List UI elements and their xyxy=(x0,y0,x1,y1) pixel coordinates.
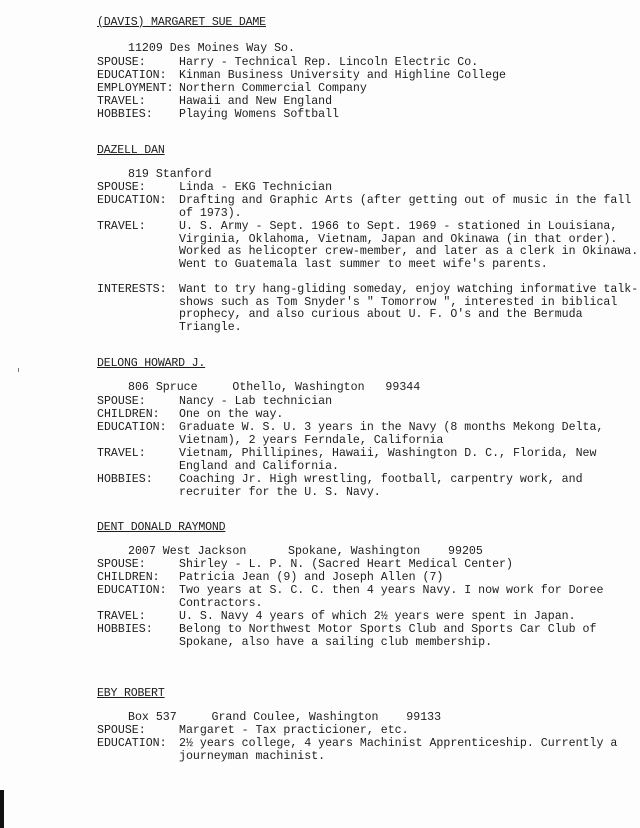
field-label: CHILDREN: xyxy=(97,571,160,584)
field-label: CHILDREN: xyxy=(97,408,160,421)
field-label: EDUCATION: xyxy=(97,194,167,207)
field-value: Vietnam, Phillipines, Hawaii, Washington D. C., Florida, New England and California. xyxy=(179,447,597,473)
field-value: One on the way. xyxy=(179,408,284,421)
field-label: SPOUSE: xyxy=(97,395,146,408)
entry-name: (DAVIS) MARGARET SUE DAME xyxy=(97,16,266,29)
entry-address: 806 Spruce Othello, Washington 99344 xyxy=(128,381,421,394)
field-value: Harry - Technical Rep. Lincoln Electric Co. xyxy=(179,56,479,69)
field-label: EDUCATION: xyxy=(97,584,167,597)
field-value: Graduate W. S. U. 3 years in the Navy (8 months Mekong Delta, Vietnam), 2 years Ferndale, California xyxy=(179,421,604,447)
field-value: Nancy - Lab technician xyxy=(179,395,333,408)
field-label: EDUCATION: xyxy=(97,69,167,82)
field-label: SPOUSE: xyxy=(97,56,146,69)
field-value: Northern Commercial Company xyxy=(179,82,367,95)
field-value: Hawaii and New England xyxy=(179,95,333,108)
field-value: Playing Womens Softball xyxy=(179,108,340,121)
scan-edge xyxy=(0,790,4,828)
field-label: TRAVEL: xyxy=(97,95,146,108)
field-value: Kinman Business University and Highline College xyxy=(179,69,506,82)
field-label: EMPLOYMENT: xyxy=(97,82,174,95)
field-value: Patricia Jean (9) and Joseph Allen (7) xyxy=(179,571,444,584)
entry-name: DAZELL DAN xyxy=(97,144,165,157)
field-value: Drafting and Graphic Arts (after getting out of music in the fall of 1973). xyxy=(179,194,632,220)
field-label: TRAVEL: xyxy=(97,220,146,233)
field-value: Linda - EKG Technician xyxy=(179,181,333,194)
field-value: Two years at S. C. C. then 4 years Navy. I now work for Doree Contractors. xyxy=(179,584,604,610)
field-label: SPOUSE: xyxy=(97,558,146,571)
field-value: U. S. Navy 4 years of which 2½ years were spent in Japan. xyxy=(179,610,576,623)
entry-address: 11209 Des Moines Way So. xyxy=(128,42,295,55)
entry-name: DENT DONALD RAYMOND xyxy=(97,521,226,534)
entry-name: EBY ROBERT xyxy=(97,687,165,700)
field-value: Belong to Northwest Motor Sports Club and Sports Car Club of Spokane, also have a sailing club membership. xyxy=(179,623,597,649)
field-label: HOBBIES: xyxy=(97,108,153,121)
field-label: SPOUSE: xyxy=(97,724,146,737)
field-label: SPOUSE: xyxy=(97,181,146,194)
field-label: HOBBIES: xyxy=(97,473,153,486)
field-value: Margaret - Tax practicioner, etc. xyxy=(179,724,409,737)
field-value: Shirley - L. P. N. (Sacred Heart Medical Center) xyxy=(179,558,513,571)
field-label: EDUCATION: xyxy=(97,421,167,434)
field-value: Coaching Jr. High wrestling, football, carpentry work, and recruiter for the U. S. Navy. xyxy=(179,473,583,499)
field-value: Want to try hang-gliding someday, enjoy watching informative talk-shows such as Tom Snyder's " Tomorrow ", interested in biblical prophecy, and also curious about U. F. O's and the Bermuda Triangle. xyxy=(179,283,639,334)
entry-address: 2007 West Jackson Spokane, Washington 99205 xyxy=(128,545,483,558)
field-value: U. S. Army - Sept. 1966 to Sept. 1969 - stationed in Louisiana, Virginia, Oklahoma, Vietnam, Japan and Okinawa (in that order). Worked as helicopter crew-member, and later as a clerk in Okinawa. Went to Guatemala last summer to meet wife's parents. xyxy=(179,220,639,271)
field-label: EDUCATION: xyxy=(97,737,167,750)
field-label: TRAVEL: xyxy=(97,610,146,623)
field-label: HOBBIES: xyxy=(97,623,153,636)
entry-address: Box 537 Grand Coulee, Washington 99133 xyxy=(128,711,442,724)
field-label: INTERESTS: xyxy=(97,283,167,296)
field-label: TRAVEL: xyxy=(97,447,146,460)
scan-speck xyxy=(18,368,19,372)
field-value: 2½ years college, 4 years Machinist Apprenticeship. Currently a journeyman machinist. xyxy=(179,737,618,763)
entry-address: 819 Stanford xyxy=(128,168,212,181)
entry-name: DELONG HOWARD J. xyxy=(97,357,206,370)
